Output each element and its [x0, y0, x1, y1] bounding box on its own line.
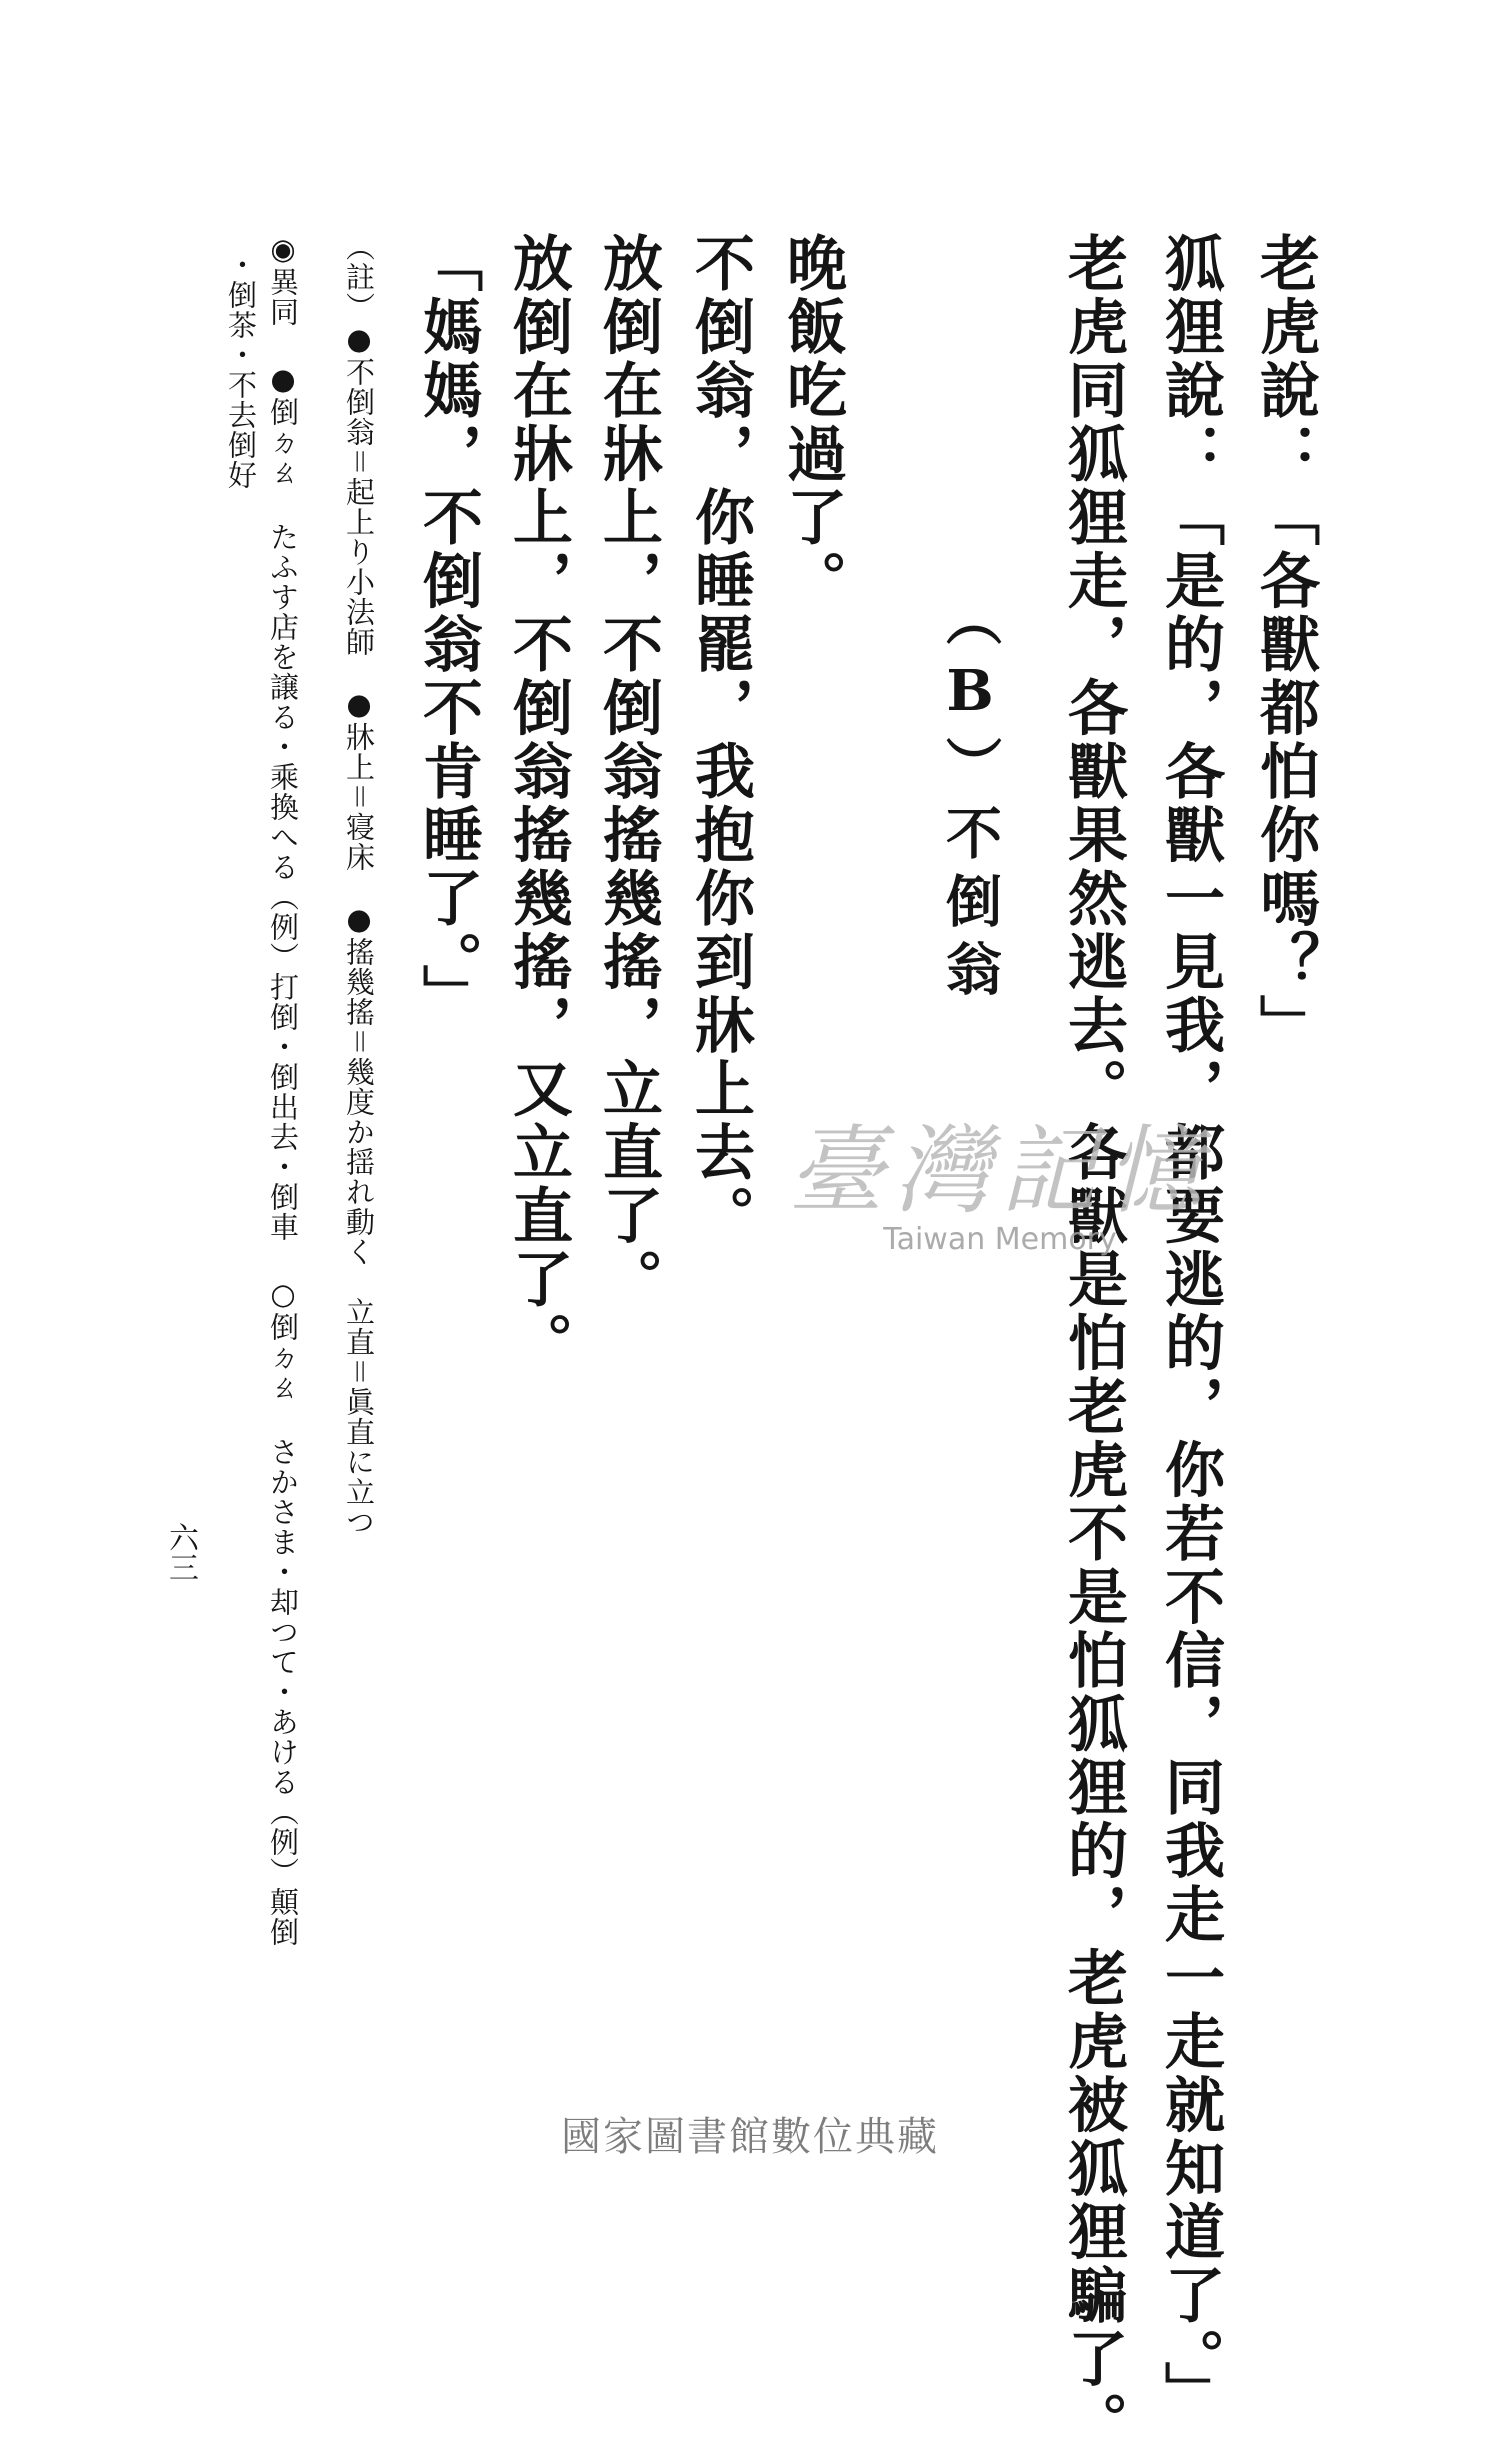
text-column-dinner: 晚飯吃過了。 [777, 232, 847, 613]
footer-credit: 國家圖書館數位典藏 [561, 2114, 939, 2160]
watermark-english: Taiwan Memory [883, 1222, 1117, 1257]
section-heading: （B）不倒翁 [937, 590, 1003, 1008]
text-column-mama-quote: 「媽媽，不倒翁不肯睡了。」 [413, 232, 483, 1028]
page-number: 六三 [163, 1522, 198, 1582]
text-column-stand-up: 放倒在牀上，不倒翁搖幾搖，立直了。 [593, 232, 663, 1312]
text-column-tiger-fox-walk: 老虎同狐狸走，各獸果然逃去。各獸是怕老虎不是怕狐狸的，老虎被狐狸騙了。 [1058, 232, 1128, 2455]
watermark-chinese: 臺灣記憶 [788, 1115, 1212, 1227]
text-column-go-to-bed: 不倒翁，你睡罷，我抱你到牀上去。 [685, 232, 755, 1248]
note-column-examples: ・倒茶・不去倒好 [224, 250, 258, 490]
text-column-stand-up-again: 放倒在牀上，不倒翁搖幾搖，又立直了。 [503, 232, 573, 1375]
text-column-fox-reply: 狐狸說：「是的，各獸一見我，都要逃的，你若不信，同我走一走就知道了。」 [1155, 232, 1225, 2425]
text-column-tiger-question: 老虎說：「各獸都怕你嗎？」 [1250, 232, 1320, 1058]
note-column-glossary: （註）●不倒翁＝起上り小法師 ●牀上＝寝床 ●搖幾搖＝幾度か揺れ動く 立直＝眞直に立つ [342, 232, 376, 1537]
watermark [740, 1095, 1260, 1257]
note-column-variants: ◉異同 ●倒ㄉㄠ たふす店を譲る・乘換へる（例）打倒・倒出去・倒車 ○倒ㄉㄠ さかさま・却つて・あける（例）顛倒 [266, 232, 300, 1947]
